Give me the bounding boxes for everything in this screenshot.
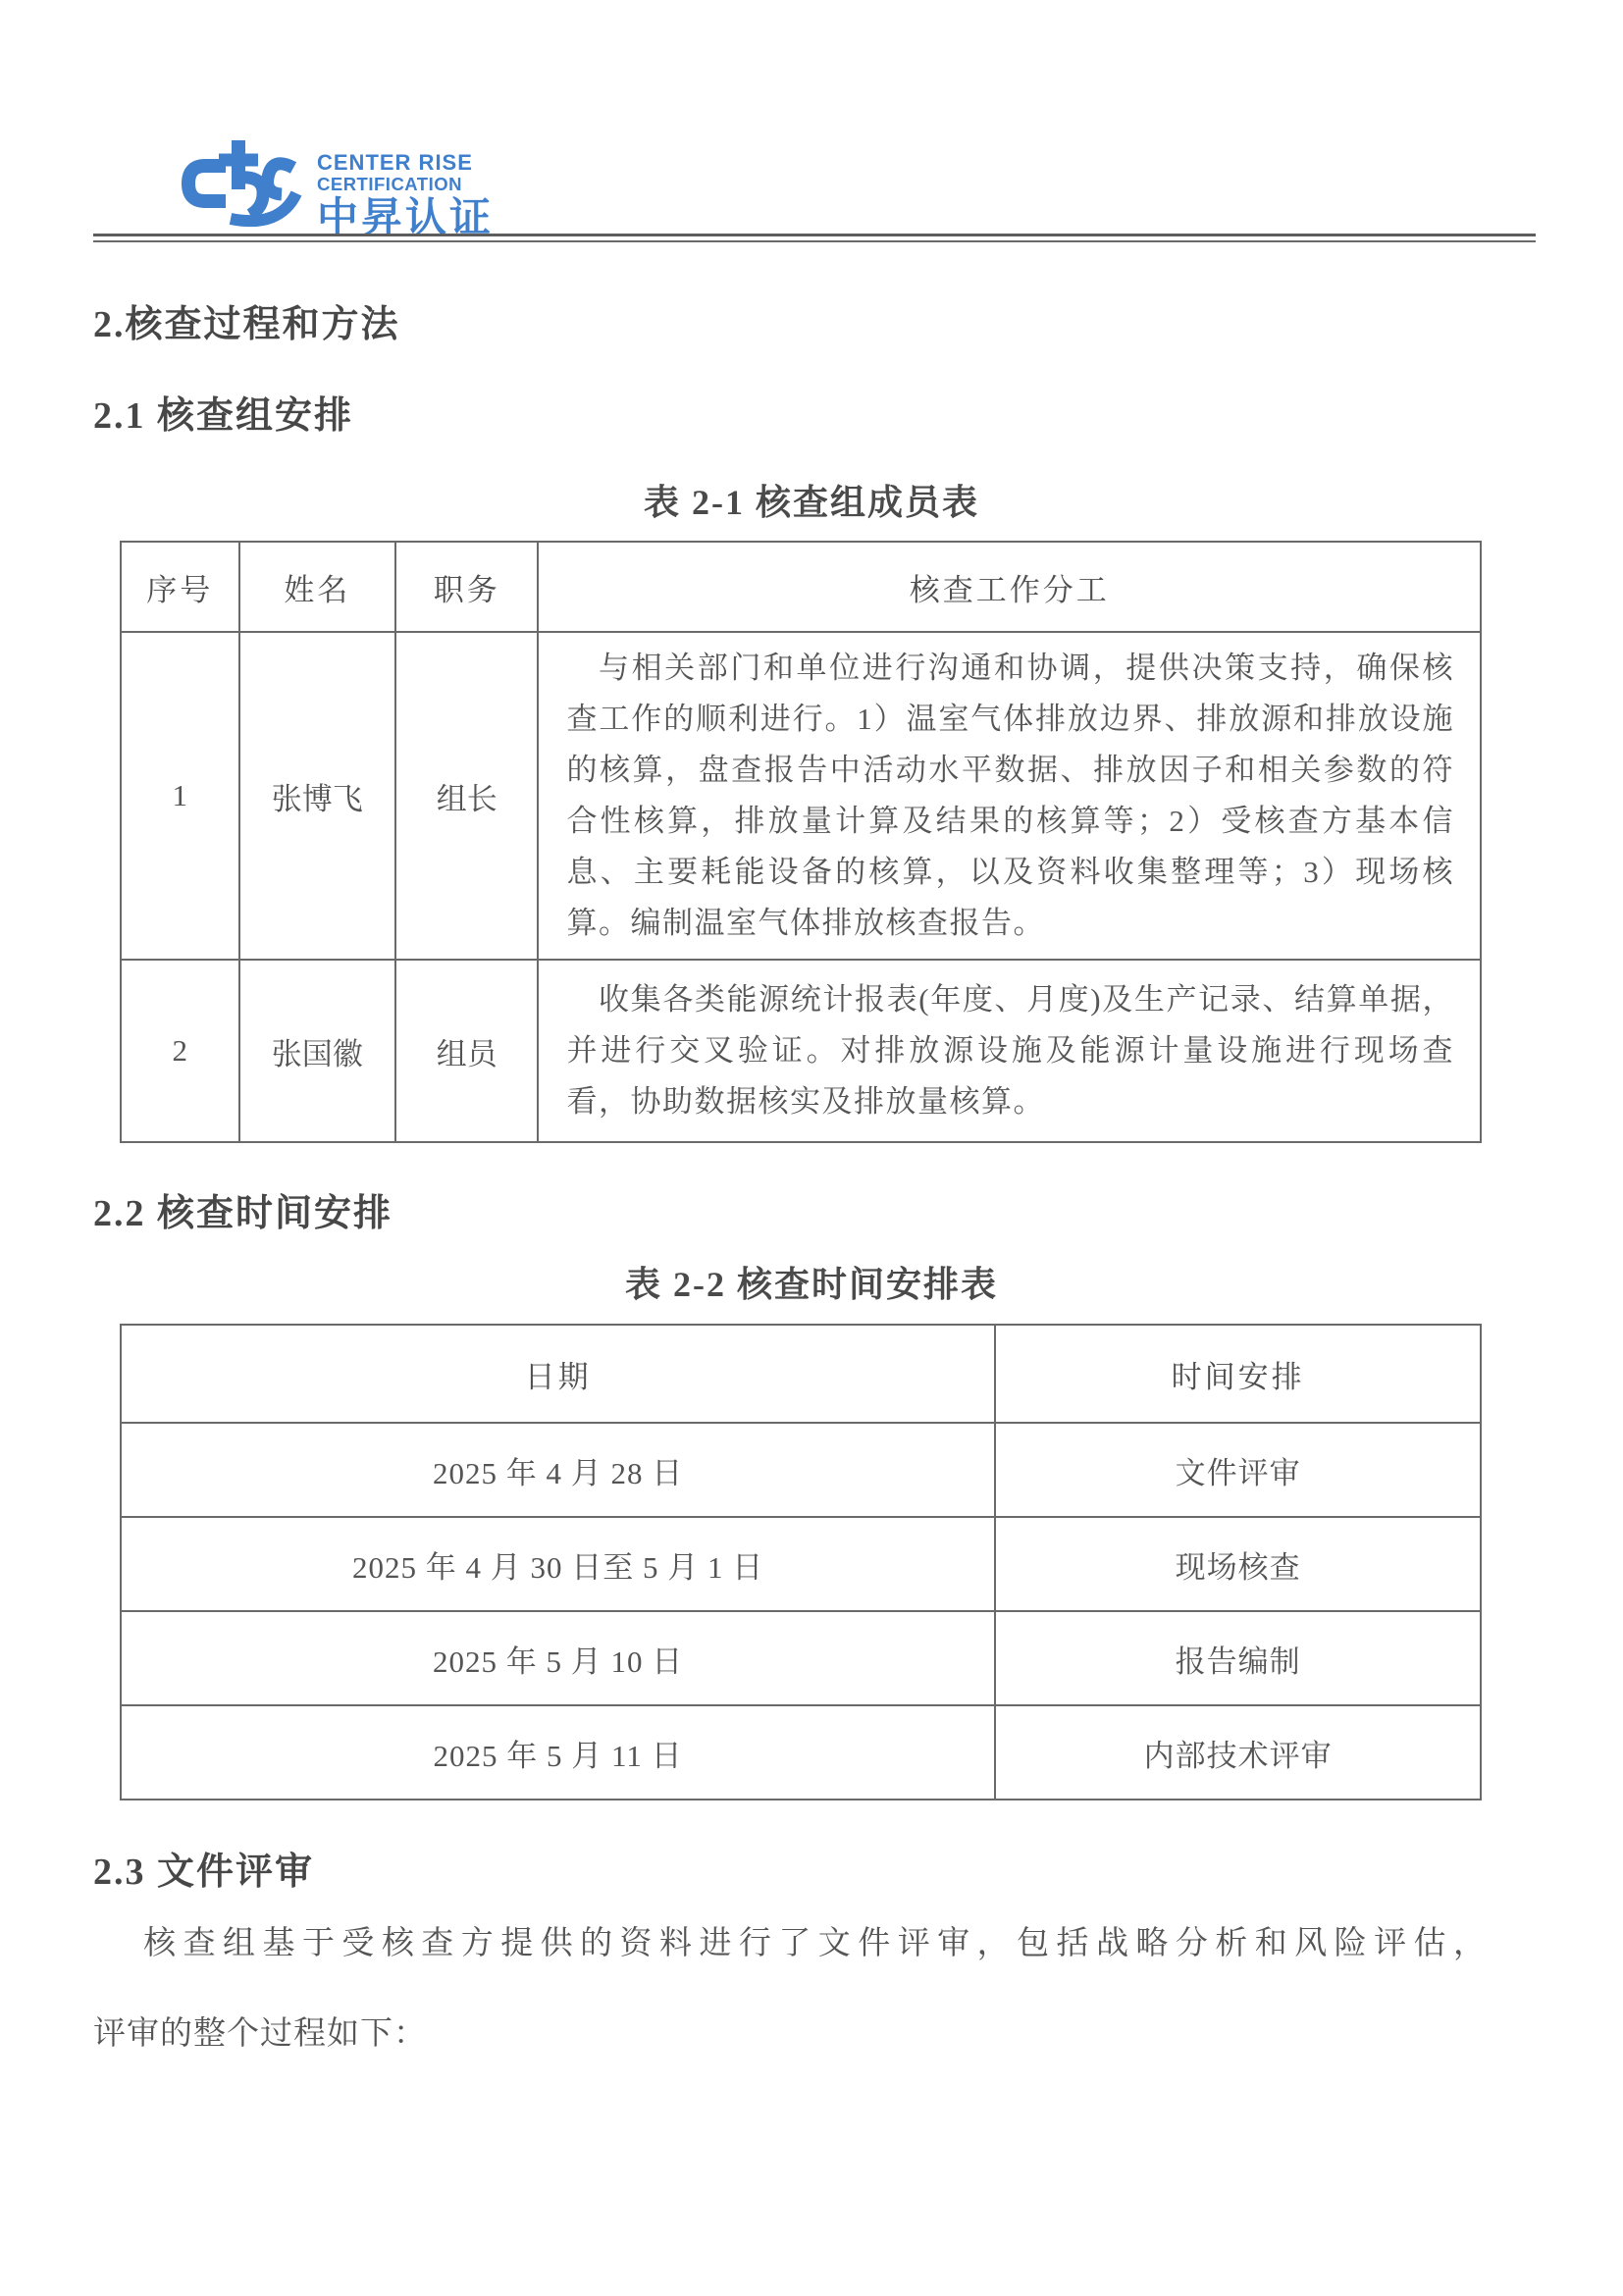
team-col-header-role: 职务 [395, 542, 539, 632]
team-row2-role: 组员 [395, 960, 539, 1142]
document-review-paragraph-line2: 评审的整个过程如下： [93, 2016, 427, 2052]
section-title-2-2: 2.2 核查时间安排 [93, 1193, 393, 1234]
section-title-2-1: 2.1 核查组安排 [93, 395, 354, 437]
schedule-table [120, 1324, 1482, 1800]
logo-english-line2: CERTIFICATION [317, 174, 462, 194]
schedule-row4-plan: 内部技术评审 [995, 1705, 1481, 1800]
company-logo [172, 132, 494, 239]
table-2-1-caption: 表 2-1 核查组成员表 [644, 483, 979, 522]
team-row2-duty-text: 收集各类能源统计报表(年度、月度)及生产记录、结算单据，并进行交叉验证。对排放源设施及能源计量设施进行现场查看，协助数据核实及排放量核算。 [566, 982, 1454, 1119]
schedule-col-header-date: 日期 [121, 1325, 995, 1423]
team-row1-role: 组长 [395, 632, 539, 960]
section-title-2-3: 2.3 文件评审 [93, 1852, 315, 1893]
header-divider-rule [93, 234, 1536, 242]
team-row2-name: 张国徽 [239, 960, 395, 1142]
schedule-row3-date: 2025 年 5 月 10 日 [121, 1611, 995, 1705]
schedule-row1-plan: 文件评审 [995, 1423, 1481, 1517]
schedule-row2-plan: 现场核查 [995, 1517, 1481, 1611]
team-col-header-duty: 核查工作分工 [538, 542, 1481, 632]
logo-english-line1: CENTER RISE [317, 150, 473, 175]
schedule-row2-date: 2025 年 4 月 30 日至 5 月 1 日 [121, 1517, 995, 1611]
team-row1-name: 张博飞 [239, 632, 395, 960]
document-review-paragraph-line1: 核查组基于受核查方提供的资料进行了文件评审，包括战略分析和风险评估， [143, 1926, 1487, 1961]
schedule-col-header-plan: 时间安排 [995, 1325, 1481, 1423]
schedule-header-row [121, 1325, 1481, 1423]
team-table-row-1 [121, 632, 1481, 960]
team-col-header-no: 序号 [121, 542, 239, 632]
schedule-row1-date: 2025 年 4 月 28 日 [121, 1423, 995, 1517]
schedule-row-1 [121, 1423, 1481, 1517]
team-table-header-row [121, 542, 1481, 632]
team-col-header-name: 姓名 [239, 542, 395, 632]
schedule-row-4 [121, 1705, 1481, 1800]
logo-chinese-name: 中昇认证 [317, 195, 495, 241]
schedule-row3-plan: 报告编制 [995, 1611, 1481, 1705]
team-row2-no: 2 [121, 960, 239, 1142]
team-row1-no: 1 [121, 632, 239, 960]
team-row1-duty-text: 与相关部门和单位进行沟通和协调，提供决策支持，确保核查工作的顺利进行。1）温室气体排放边界、排放源和排放设施的核算，盘查报告中活动水平数据、排放因子和相关参数的符合性核算，排放量计算及结果的核算等；2）受核查方基本信息、主要耗能设备的核算，以及资料收集整理等；3）现场核算。编制温室气体排放核查报告。 [566, 651, 1454, 940]
table-2-2-caption: 表 2-2 核查时间安排表 [625, 1265, 998, 1304]
crc-monogram-icon [172, 132, 307, 238]
verification-team-table [120, 541, 1482, 1143]
schedule-row-3 [121, 1611, 1481, 1705]
team-row1-duty-cell [538, 632, 1481, 960]
section-title-2: 2.核查过程和方法 [93, 304, 400, 345]
schedule-row-2 [121, 1517, 1481, 1611]
team-table-row-2 [121, 960, 1481, 1142]
schedule-row4-date: 2025 年 5 月 11 日 [121, 1705, 995, 1800]
team-row2-duty-cell [538, 960, 1481, 1142]
logo-text-block [317, 152, 494, 239]
